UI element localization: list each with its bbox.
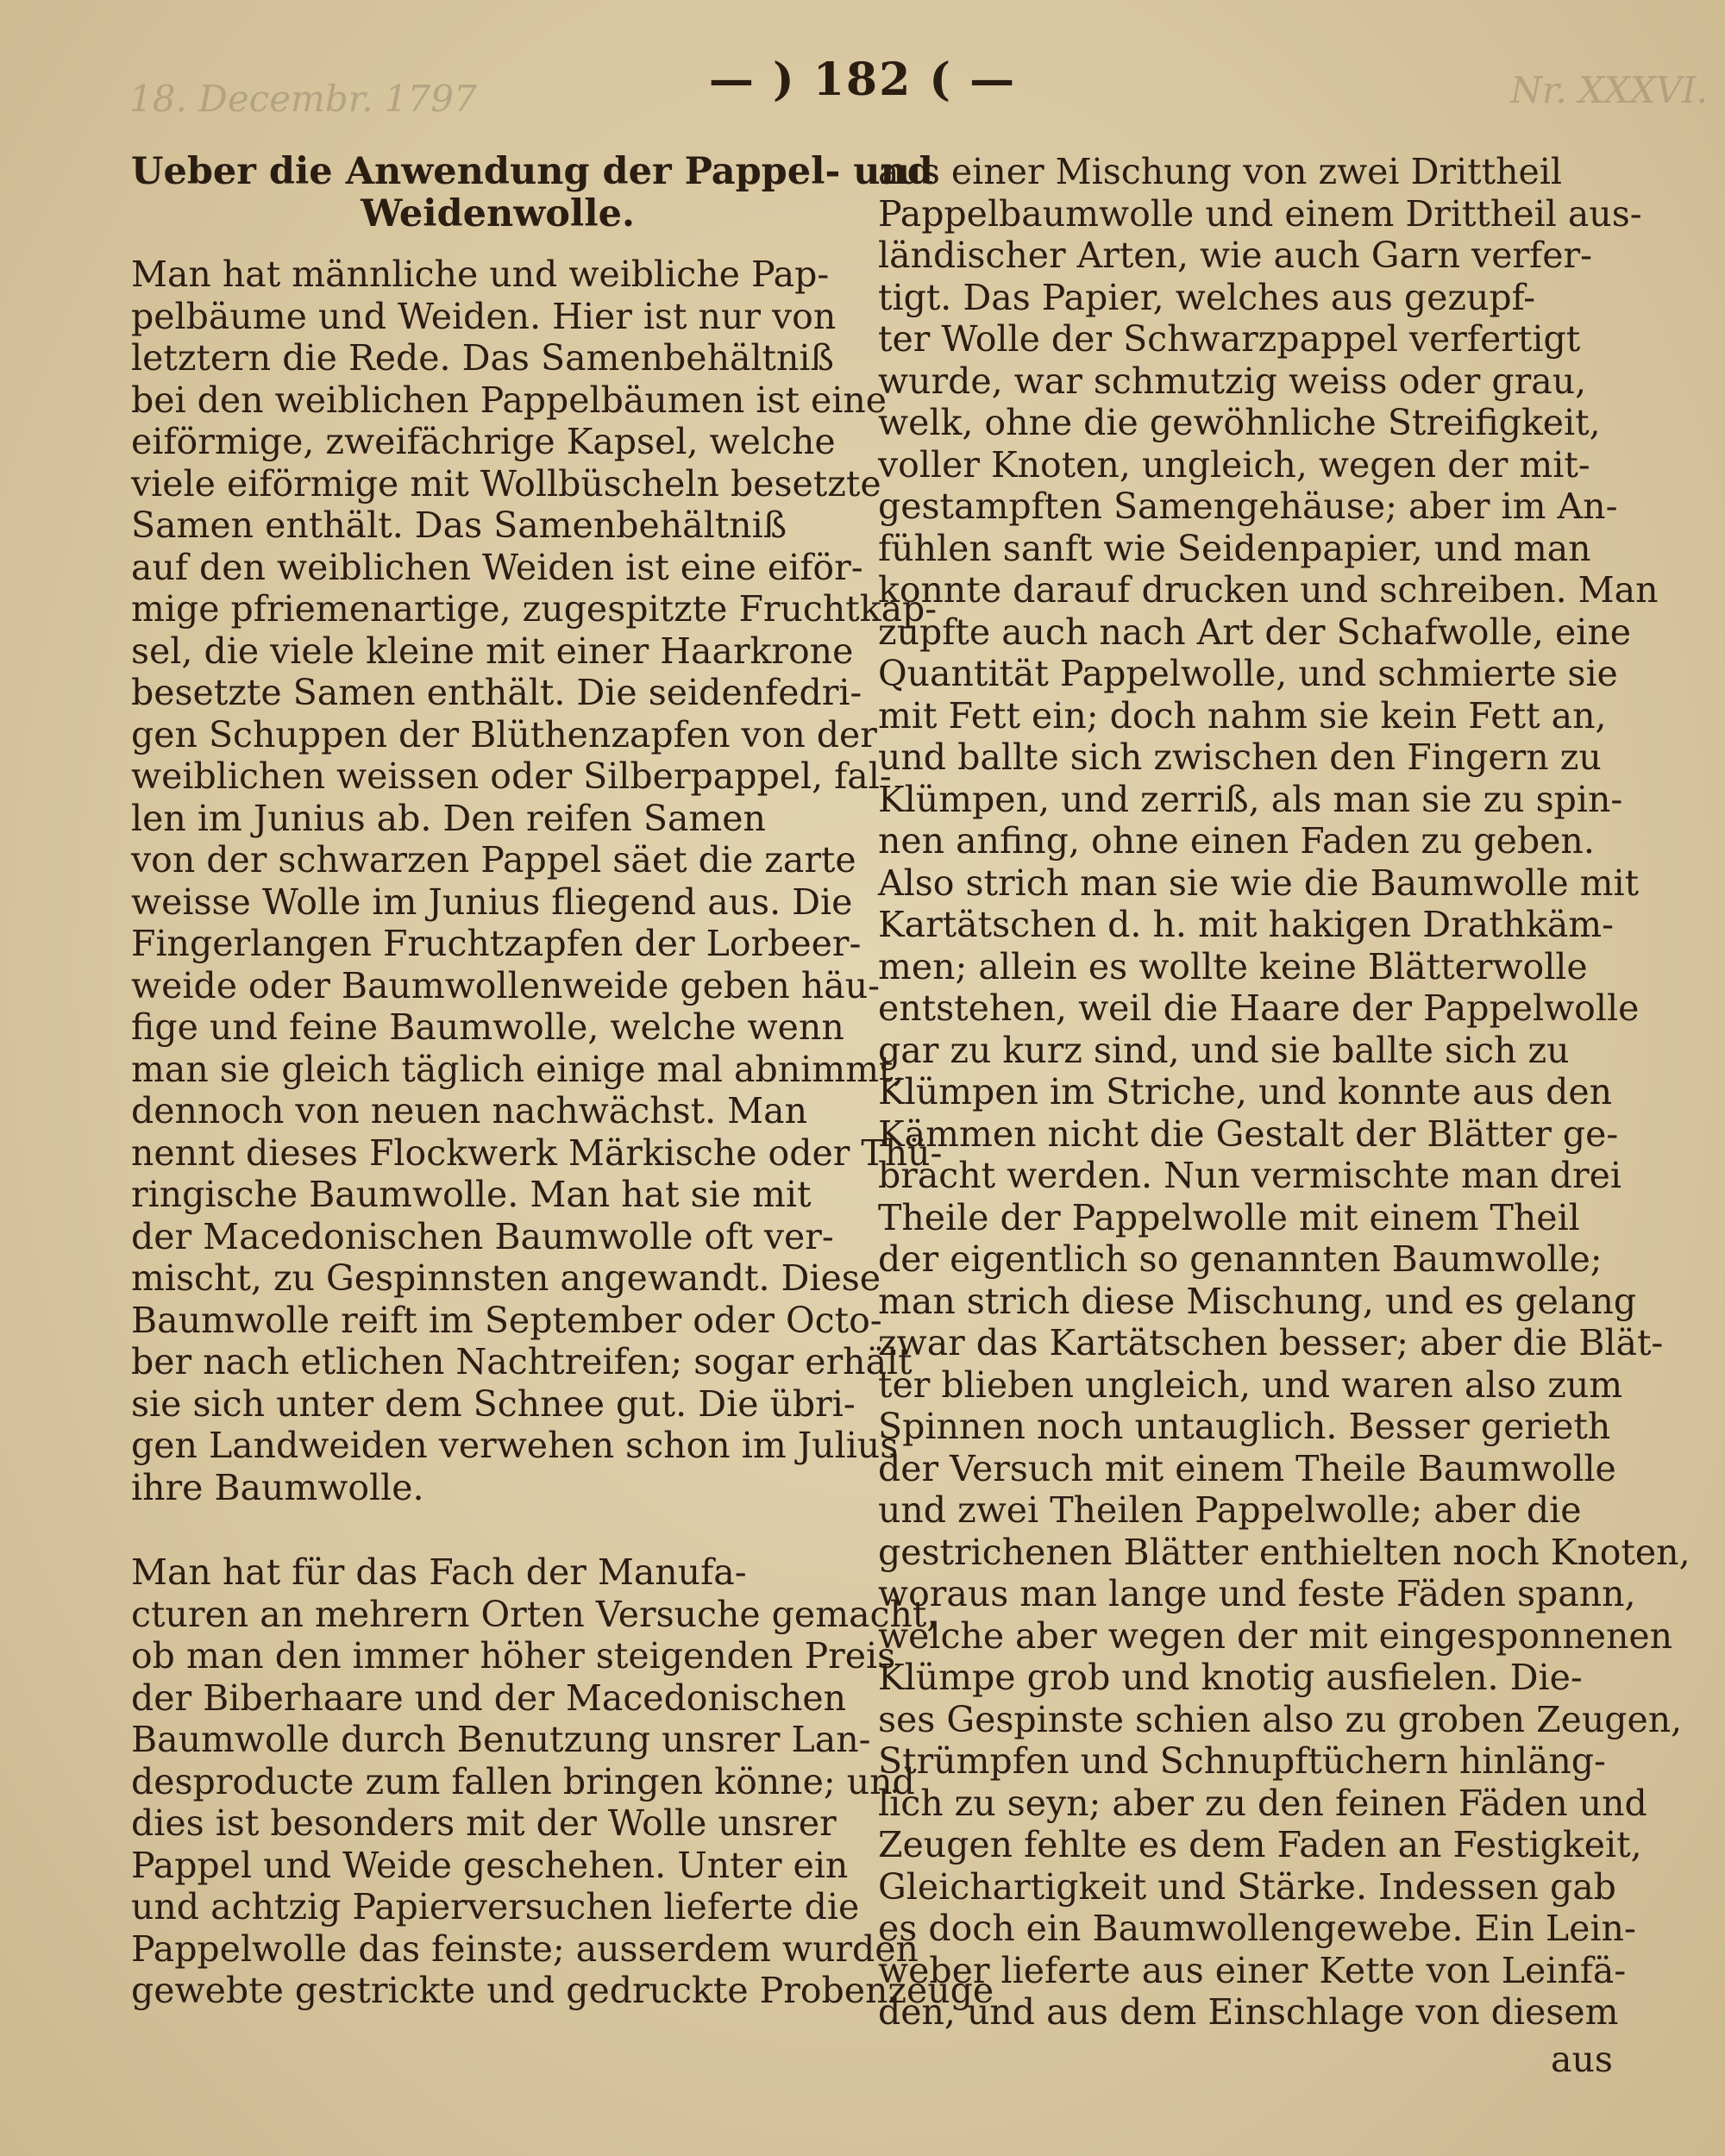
text-line: mit Fett ein; doch nahm sie kein Fett an, (878, 694, 1607, 736)
text-line: Zeugen fehlte es dem Faden an Festigkeit, (878, 1824, 1642, 1865)
page-number: — ) 182 ( — (708, 53, 1017, 106)
catchword: aus (1551, 2039, 1613, 2080)
text-line: wurde, war schmutzig weiss oder grau, (878, 360, 1587, 402)
text-line: cturen an mehrern Orten Versuche gemacht, (131, 1593, 938, 1635)
text-line: Klümpen, und zerriß, als man sie zu spin- (878, 778, 1623, 820)
text-line: Theile der Pappelwolle mit einem Theil (878, 1196, 1580, 1238)
text-line: Pappel und Weide geschehen. Unter ein (131, 1844, 849, 1886)
text-line: ringische Baumwolle. Man hat sie mit (131, 1174, 812, 1215)
text-line: besetzte Samen enthält. Die seidenfedri- (131, 672, 862, 713)
text-line: auf den weiblichen Weiden ist eine eiför- (131, 546, 863, 588)
text-line: Also strich man sie wie die Baumwolle mit (878, 862, 1640, 904)
text-line: weiblichen weissen oder Silberpappel, fal- (131, 755, 892, 797)
paragraph-2-continued (878, 151, 1690, 2034)
text-line: ber nach etlichen Nachtreifen; sogar erhält (131, 1341, 913, 1382)
text-line: Baumwolle durch Benutzung unsrer Lan- (131, 1719, 871, 1760)
text-line: fige und feine Baumwolle, welche wenn (131, 1006, 844, 1048)
text-line: Spinnen noch untauglich. Besser gerieth (878, 1406, 1611, 1447)
text-line: Gleichartigkeit und Stärke. Indessen gab (878, 1865, 1616, 1908)
text-line: fühlen sanft wie Seidenpapier, und man (878, 527, 1591, 569)
text-line: der Biberhaare und der Macedonischen (131, 1677, 847, 1719)
text-line: welk, ohne die gewöhnliche Streifigkeit, (878, 402, 1601, 443)
text-line: den, und aus dem Einschlage von diesem (878, 1991, 1619, 2033)
text-line: gewebte gestrickte und gedruckte Probenzeuge (131, 1970, 994, 2011)
text-line: nen anfing, ohne einen Faden zu geben. (878, 820, 1595, 862)
text-line: mischt, zu Gespinnsten angewandt. Diese (131, 1257, 881, 1299)
text-line: ses Gespinste schien also zu groben Zeugen, (878, 1698, 1683, 1740)
text-line: Pappelwolle das feinste; ausserdem wurden (131, 1927, 919, 1970)
text-line: weisse Wolle im Junius fliegend aus. Die (131, 881, 853, 923)
paragraph-2 (131, 1551, 994, 2012)
text-line: Pappelbaumwolle und einem Drittheil aus- (878, 192, 1642, 235)
paragraph-1 (131, 254, 943, 1508)
text-line: letztern die Rede. Das Samenbehältniß (131, 337, 834, 379)
text-line: voller Knoten, ungleich, wegen der mit- (878, 443, 1590, 486)
text-line: welche aber wegen der mit eingesponnenen (878, 1614, 1673, 1657)
text-line: der Versuch mit einem Theile Baumwolle (878, 1447, 1616, 1489)
text-line: pelbäume und Weiden. Hier ist nur von (131, 295, 837, 337)
text-line: dennoch von neuen nachwächst. Man (131, 1090, 808, 1131)
text-line: der Macedonischen Baumwolle oft ver- (131, 1215, 834, 1257)
text-line: man strich diese Mischung, und es gelang (878, 1280, 1637, 1322)
text-line: woraus man lange und feste Fäden spann, (878, 1573, 1636, 1614)
text-line: weber lieferte aus einer Kette von Leinfä- (878, 1949, 1627, 1991)
text-line: entstehen, weil die Haare der Pappelwolle (878, 987, 1640, 1029)
text-line: zupfte auch nach Art der Schafwolle, eine (878, 611, 1632, 653)
text-line: gen Schuppen der Blüthenzapfen von der (131, 713, 877, 755)
text-line: und achtzig Papierversuchen lieferte die (131, 1886, 860, 1927)
text-line: sel, die viele kleine mit einer Haarkrone (131, 630, 854, 672)
text-line: ter blieben ungleich, und waren also zum (878, 1363, 1623, 1406)
text-line: men; allein es wollte keine Blätterwolle (878, 945, 1588, 987)
text-line: gestampften Samengehäuse; aber im An- (878, 486, 1618, 527)
text-line: weide oder Baumwollenweide geben häu- (131, 964, 880, 1006)
text-line: Man hat männliche und weibliche Pap- (131, 254, 830, 295)
text-line: len im Junius ab. Den reifen Samen (131, 797, 766, 839)
text-line: Fingerlangen Fruchtzapfen der Lorbeer- (131, 923, 862, 964)
text-line: Kartätschen d. h. mit hakigen Drathkäm- (878, 904, 1615, 945)
text-line: der eigentlich so genannten Baumwolle; (878, 1238, 1603, 1280)
text-line: lich zu seyn; aber zu den feinen Fäden und (878, 1782, 1647, 1824)
text-line: es doch ein Baumwollengewebe. Ein Lein- (878, 1908, 1636, 1949)
article-title-line-2: Weidenwolle. (361, 191, 635, 235)
text-line: zwar das Kartätschen besser; aber die Blät- (878, 1322, 1664, 1363)
article-title-line-1: Ueber die Anwendung der Pappel- und (131, 150, 933, 193)
left-column (131, 150, 994, 2012)
text-line: Klümpen im Striche, und konnte aus den (878, 1071, 1613, 1112)
text-line: nennt dieses Flockwerk Märkische oder Thü- (131, 1131, 943, 1174)
text-line: ob man den immer höher steigenden Preis (131, 1635, 896, 1677)
text-line: gestrichenen Blätter enthielten noch Knoten, (878, 1531, 1690, 1573)
text-line: konnte darauf drucken und schreiben. Man (878, 569, 1659, 611)
bleed-through-date: 18. Decembr. 1797 (129, 78, 477, 120)
text-line: Strümpfen und Schnupftüchern hinläng- (878, 1740, 1606, 1782)
text-line: tigt. Das Papier, welches aus gezupf- (878, 276, 1536, 318)
text-line: bei den weiblichen Pappelbäumen ist eine (131, 379, 888, 421)
right-column (878, 151, 1690, 2034)
text-line: aus einer Mischung von zwei Drittheil (878, 151, 1563, 192)
text-line: man sie gleich täglich einige mal abnimmt, (131, 1048, 905, 1090)
text-line: sie sich unter dem Schnee gut. Die übri- (131, 1382, 856, 1425)
bleed-through-issue-number: Nr. XXXVI. (1510, 69, 1708, 111)
text-line: und ballte sich zwischen den Fingern zu (878, 736, 1602, 778)
text-line: dies ist besonders mit der Wolle unsrer (131, 1802, 837, 1844)
text-line: Kämmen nicht die Gestalt der Blätter ge- (878, 1112, 1619, 1155)
text-line: Samen enthält. Das Samenbehältniß (131, 505, 787, 546)
text-line: mige pfriemenartige, zugespitzte Fruchtkap- (131, 588, 938, 630)
text-line: von der schwarzen Pappel säet die zarte (131, 839, 856, 881)
text-line: bracht werden. Nun vermischte man drei (878, 1155, 1622, 1196)
text-line: eiförmige, zweifächrige Kapsel, welche (131, 421, 836, 462)
text-line: Man hat für das Fach der Manufa- (131, 1551, 747, 1593)
text-line: und zwei Theilen Pappelwolle; aber die (878, 1489, 1582, 1531)
text-line: Baumwolle reift im September oder Octo- (131, 1299, 882, 1341)
text-line: desproducte zum fallen bringen könne; und (131, 1760, 915, 1802)
text-line: viele eiförmige mit Wollbüscheln besetzte (131, 462, 881, 505)
text-line: Quantität Pappelwolle, und schmierte sie (878, 653, 1618, 694)
text-line: Klümpe grob und knotig ausfielen. Die- (878, 1657, 1583, 1698)
text-line: ländischer Arten, wie auch Garn verfer- (878, 235, 1592, 276)
text-line: ihre Baumwolle. (131, 1466, 424, 1508)
text-line: ter Wolle der Schwarzpappel verfertigt (878, 318, 1581, 360)
text-line: gar zu kurz sind, und sie ballte sich zu (878, 1029, 1570, 1071)
text-line: gen Landweiden verwehen schon im Julius (131, 1425, 899, 1466)
